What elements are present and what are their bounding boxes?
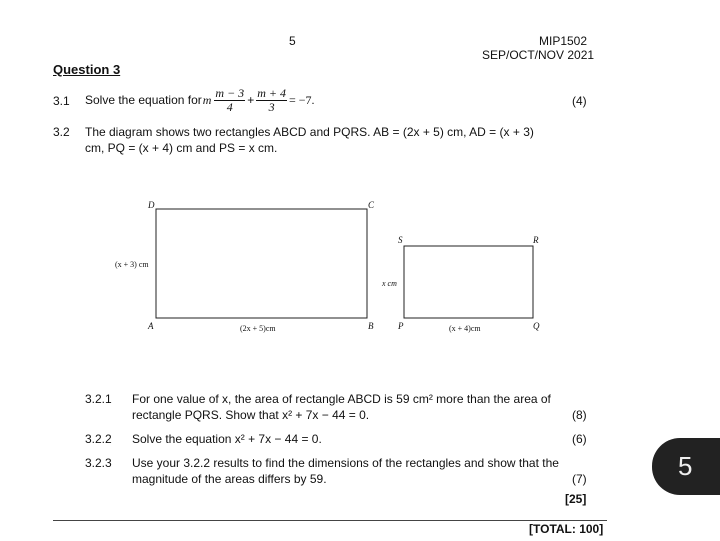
q323-line1: Use your 3.2.2 results to find the dimensions of the rectangles and show that the bbox=[132, 456, 559, 470]
q31-plus: + bbox=[247, 93, 255, 107]
q31-frac2-den: 3 bbox=[268, 99, 275, 114]
question-title: Question 3 bbox=[53, 62, 121, 77]
q31-frac1-den: 4 bbox=[226, 99, 233, 114]
q322-number: 3.2.2 bbox=[85, 432, 112, 446]
vertex-d: D bbox=[148, 200, 155, 210]
page-number: 5 bbox=[289, 34, 296, 48]
page-badge[interactable] bbox=[652, 438, 720, 495]
q31-frac1-num: m − 3 bbox=[215, 85, 245, 100]
vertex-q: Q bbox=[533, 321, 540, 331]
label-ps: x cm bbox=[382, 279, 397, 288]
q32-number: 3.2 bbox=[53, 125, 70, 139]
vertex-s: S bbox=[398, 235, 403, 245]
q31-number: 3.1 bbox=[53, 94, 70, 108]
label-pq: (x + 4)cm bbox=[449, 324, 481, 333]
rectangle-pqrs bbox=[404, 246, 533, 318]
exam-session: SEP/OCT/NOV 2021 bbox=[482, 48, 595, 62]
q31-text-before: Solve the equation for bbox=[85, 93, 202, 107]
vertex-p: P bbox=[398, 321, 404, 331]
q321-marks: (8) bbox=[572, 408, 587, 422]
footer-divider bbox=[53, 520, 607, 521]
vertex-a: A bbox=[148, 321, 154, 331]
question-subtotal: [25] bbox=[565, 492, 587, 506]
q32-line1: The diagram shows two rectangles ABCD and PQRS. AB = (2x + 5) cm, AD = (x + 3) bbox=[85, 125, 534, 139]
q322-marks: (6) bbox=[572, 432, 587, 446]
module-code: MIP1502 bbox=[539, 34, 588, 48]
exam-total: [TOTAL: 100] bbox=[529, 522, 604, 536]
q31-rhs: = −7. bbox=[288, 92, 315, 107]
q321-line2: rectangle PQRS. Show that x² + 7x − 44 = 0. bbox=[132, 408, 370, 422]
vertex-b: B bbox=[368, 321, 374, 331]
rectangle-abcd bbox=[156, 209, 367, 318]
q323-line2: magnitude of the areas differs by 59. bbox=[132, 472, 327, 486]
vertex-r: R bbox=[533, 235, 539, 245]
q31-marks: (4) bbox=[572, 94, 587, 108]
q321-number: 3.2.1 bbox=[85, 392, 112, 406]
vertex-c: C bbox=[368, 200, 375, 210]
label-ab: (2x + 5)cm bbox=[240, 324, 276, 333]
q322-text: Solve the equation x² + 7x − 44 = 0. bbox=[132, 432, 322, 446]
label-ad: (x + 3) cm bbox=[115, 260, 149, 269]
q31-frac2-num: m + 4 bbox=[257, 85, 286, 100]
q32-line2: cm, PQ = (x + 4) cm and PS = x cm. bbox=[85, 141, 278, 155]
page-badge-number: 5 bbox=[678, 451, 693, 481]
q321-line1: For one value of x, the area of rectangle ABCD is 59 cm² more than the area of bbox=[132, 392, 551, 406]
q323-number: 3.2.3 bbox=[85, 456, 112, 470]
q31-var: m bbox=[202, 92, 212, 107]
q323-marks: (7) bbox=[572, 472, 587, 486]
